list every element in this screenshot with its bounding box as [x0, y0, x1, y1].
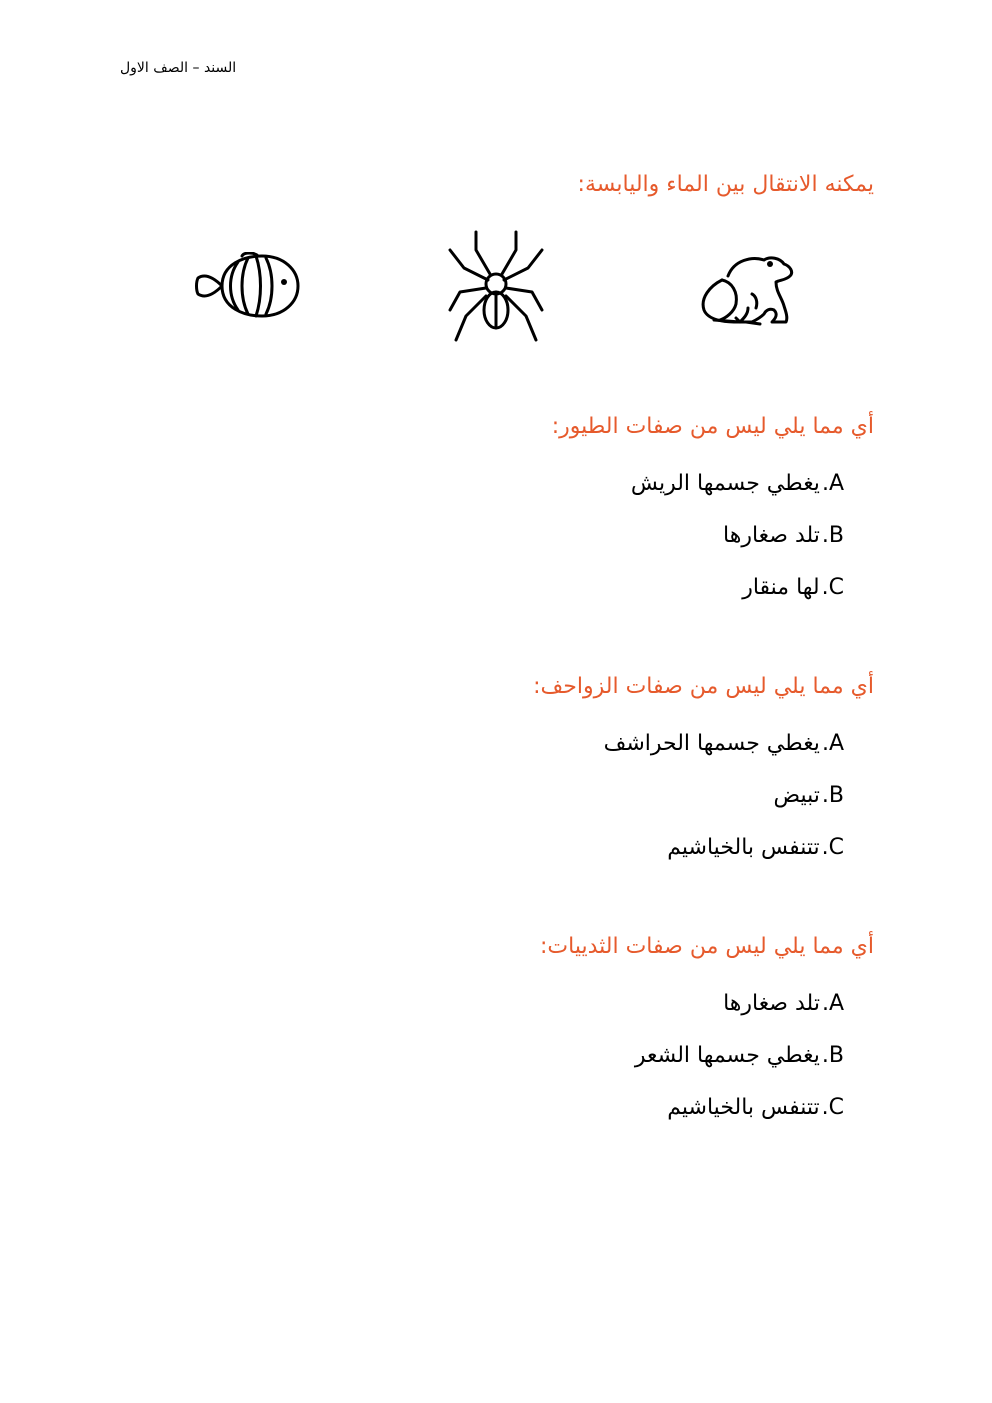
question-2-title: أي مما يلي ليس من صفات الطيور: [551, 414, 874, 439]
spider-icon[interactable] [446, 230, 546, 342]
fish-icon[interactable] [194, 252, 300, 320]
option-c[interactable]: C.لها منقار [742, 575, 844, 600]
option-a[interactable]: A.يغطي جسمها الريش [630, 471, 844, 496]
option-b[interactable]: B.يغطي جسمها الشعر [634, 1043, 844, 1068]
option-b[interactable]: B.تلد صغارها [723, 523, 844, 548]
option-c[interactable]: C.تتنفس بالخياشيم [667, 835, 844, 860]
question-2-options [631, 458, 844, 614]
frog-icon[interactable] [700, 248, 796, 330]
question-4-title: أي مما يلي ليس من صفات الثدييات: [540, 934, 874, 959]
option-a[interactable]: A.يغطي جسمها الحراشف [603, 731, 844, 756]
option-a[interactable]: A.تلد صغارها [723, 991, 844, 1016]
question-1-title: يمكنه الانتقال بين الماء واليابسة: [577, 172, 874, 197]
option-c[interactable]: C.تتنفس بالخياشيم [667, 1095, 844, 1120]
question-3-options [604, 718, 844, 874]
question-4-options [635, 978, 844, 1134]
option-b[interactable]: B.تبيض [773, 783, 844, 808]
question-3-title: أي مما يلي ليس من صفات الزواحف: [533, 674, 874, 699]
page-header: السند – الصف الاول [120, 60, 237, 76]
